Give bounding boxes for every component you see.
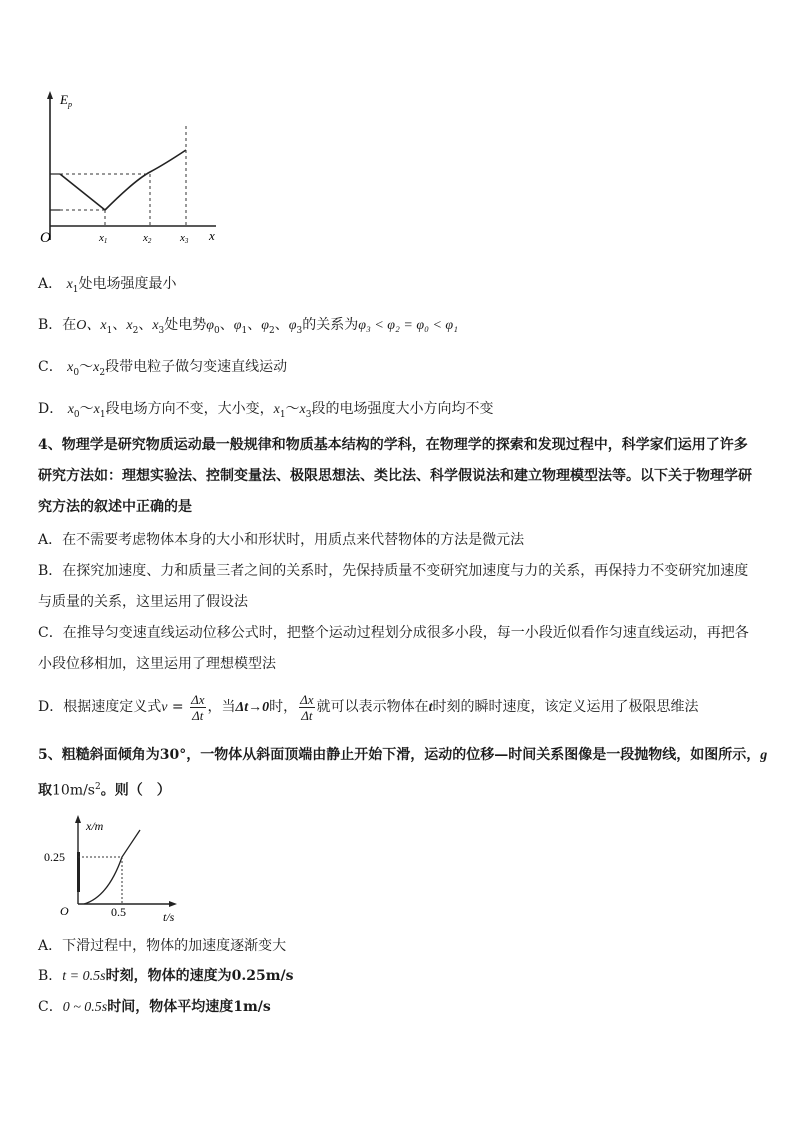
q3-option-d: D． $x_0\sim x_1$段电场方向不变，大小变，$x_1\sim x_3$段的电场强度大小方向均不变 <box>38 401 494 420</box>
y-tick-label: 0.25 <box>44 850 65 864</box>
q4-option-b: B．在探究加速度、力和质量三者之间的关系时，先保持质量不变研究加速度与力的关系，再保持力不变研究加速度与质量的关系，这里运用了假设法 <box>38 563 749 610</box>
q5-stem-line2: 取$10m/s^2$。则（ ） <box>38 782 171 799</box>
q3-option-b: B．在O、$x_1$、$x_2$、$x_3$处电势$\varphi_0$、$\varphi_1$、$\varphi_2$、$\varphi_3$的关系为φ₃ < φ₂ = φ₀ < φ₁ <box>38 317 459 336</box>
y-axis-arrow <box>47 91 53 99</box>
q4-option-c: C．在推导匀变速直线运动位移公式时，把整个运动过程划分成很多小段，每一小段近似看作匀速直线运动，再把各小段位移相加，这里运用了理想模型法 <box>38 625 749 672</box>
tick-x2: x2 <box>143 232 152 245</box>
y-axis-label: x/m <box>86 819 104 833</box>
q3-option-c: C． $x_0\sim x_2$段带电粒子做匀变速直线运动 <box>38 359 288 378</box>
x-axis-arrow <box>169 901 177 907</box>
ep-curve-rise <box>105 150 186 210</box>
q4-stem: 4、物理学是研究物质运动最一般规律和物质基本结构的学科，在物理学的探索和发现过程中，科学家们运用了许多研究方法如：理想实验法、控制变量法、极限思想法、类比法、科学假说法和建立物理模型法等。以下关于物理学研究方法的叙述中正确的是 <box>38 437 752 515</box>
y-axis-arrow <box>75 815 81 823</box>
figure-ep-x-graph <box>40 88 230 248</box>
ep-curve <box>60 174 105 210</box>
origin-label: O <box>60 904 69 918</box>
q3-option-a: A． $x_1$处电场强度最小 <box>38 276 177 295</box>
x-axis-label: t/s <box>163 910 175 924</box>
y-axis-label: $E_p$ <box>60 92 72 109</box>
q4-option-a: A．在不需要考虑物体本身的大小和形状时，用质点来代替物体的方法是微元法 <box>38 532 525 548</box>
tick-x1: x1 <box>99 232 108 245</box>
figure-x-t-graph <box>38 812 198 924</box>
x-axis-label: x <box>209 228 215 243</box>
tick-x3: x3 <box>180 232 189 245</box>
fraction-dx-dt: $\frac{\Delta x}{\Delta t}$ <box>191 691 205 723</box>
q5-option-b: B．t = 0.5s时刻，物体的速度为0.25m/s <box>38 968 294 984</box>
x-tick-label: 0.5 <box>111 905 126 919</box>
origin-label: O <box>40 230 51 246</box>
q5-option-c: C．0 ~ 0.5s时间，物体平均速度1m/s <box>38 999 271 1015</box>
q5-stem-line1: 5、粗糙斜面倾角为30°，一物体从斜面顶端由静止开始下滑，运动的位移—时间关系图像是一段抛物线，如图所示，g <box>38 747 768 763</box>
q5-option-a: A．下滑过程中，物体的加速度逐渐变大 <box>38 938 287 954</box>
xt-curve <box>84 830 140 904</box>
fraction-dx-dt-2: $\frac{\Delta x}{\Delta t}$ <box>300 691 314 723</box>
q4-option-d: D．根据速度定义式v = $\frac{\Delta x}{\Delta t}$ ，当Δt→0时， $\frac{\Delta x}{\Delta t}$ 就可以表示物体在t时刻的瞬时速度，该定义运用了极限思维法 <box>38 691 699 723</box>
